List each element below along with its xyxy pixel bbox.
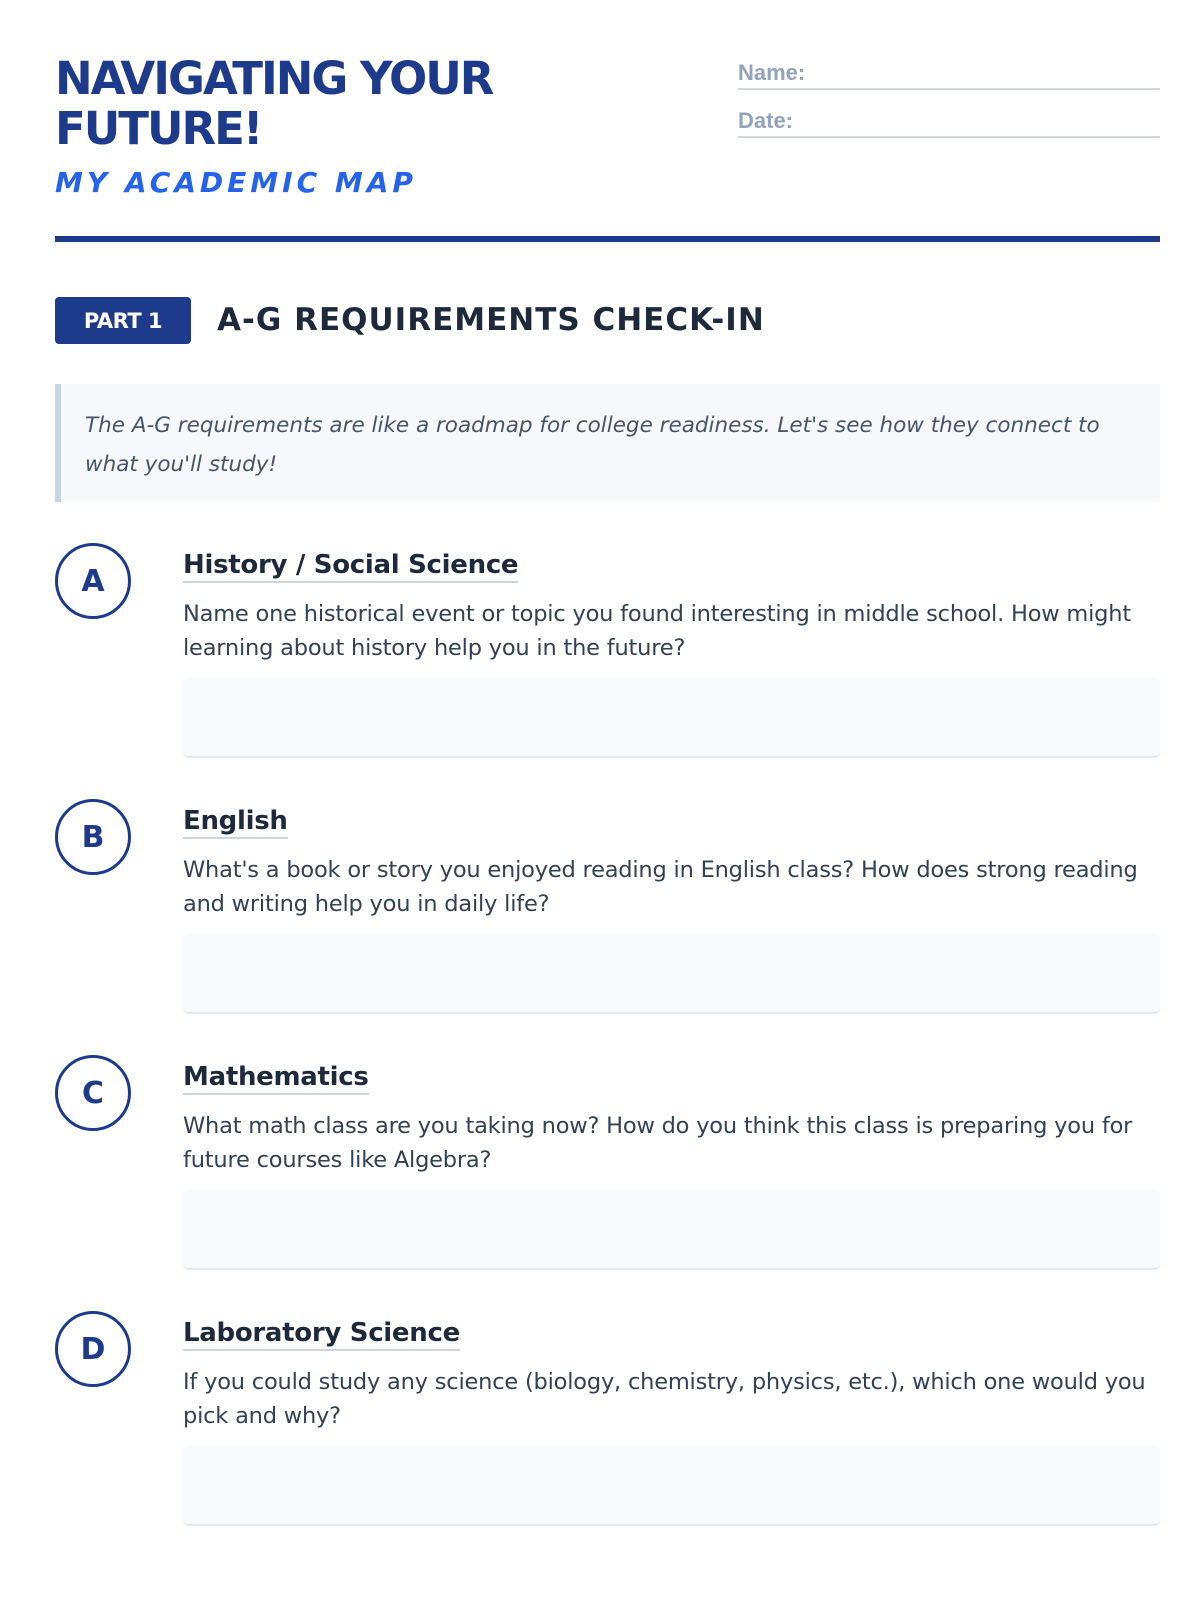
intro-callout: The A-G requirements are like a roadmap for college readiness. Let's see how they connect to what you'll study! [55,384,1160,502]
section-title: A-G REQUIREMENTS CHECK-IN [217,302,765,338]
question-prompt: What math class are you taking now? How do you think this class is preparing you for future courses like Algebra? [183,1113,1133,1173]
page-subtitle: MY ACADEMIC MAP [55,166,417,199]
question-title: Laboratory Science [183,1317,460,1351]
page-title: NAVIGATING YOUR FUTURE! [55,52,493,155]
question-prompt: What's a book or story you enjoyed reading in English class? How does strong reading and writing help you in daily life? [183,857,1138,917]
question-letter-badge: D [55,1311,131,1387]
answer-field-c[interactable] [183,1190,1160,1270]
question-prompt: Name one historical event or topic you found interesting in middle school. How might learning about history help you in the future? [183,601,1131,661]
name-field[interactable]: Name: [738,56,1160,90]
part-badge: PART 1 [55,297,191,344]
question-prompt: If you could study any science (biology, chemistry, physics, etc.), which one would you pick and why? [183,1369,1146,1429]
answer-field-a[interactable] [183,678,1160,758]
worksheet-page [55,0,1160,1600]
answer-field-b[interactable] [183,934,1160,1014]
question-title: Mathematics [183,1061,369,1095]
question-title: English [183,805,288,839]
header-divider [55,236,1160,242]
question-title: History / Social Science [183,549,518,583]
question-letter-badge: B [55,799,131,875]
question-letter-badge: C [55,1055,131,1131]
date-field[interactable]: Date: [738,104,1160,138]
answer-field-d[interactable] [183,1446,1160,1526]
question-letter-badge: A [55,543,131,619]
